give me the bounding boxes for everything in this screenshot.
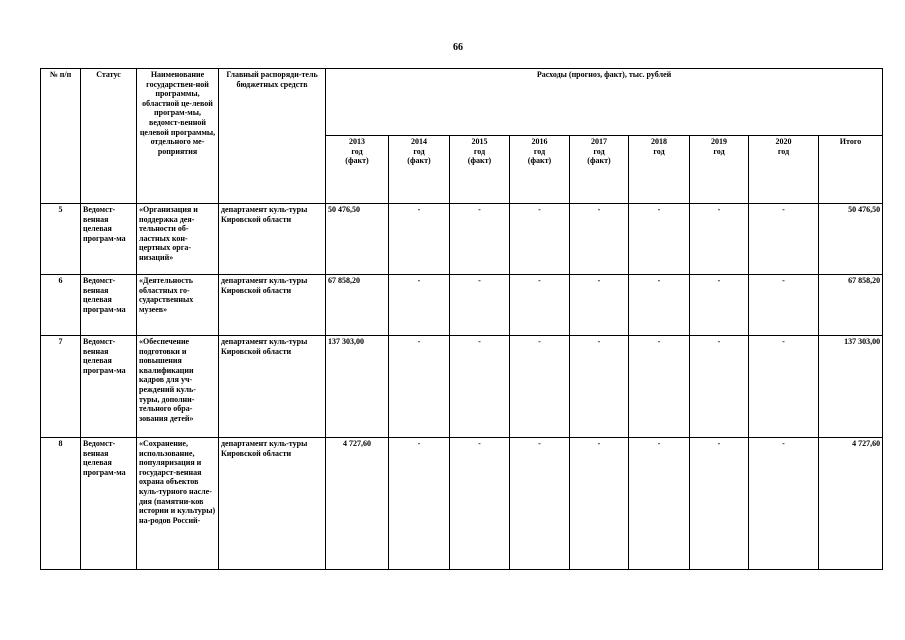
value-2019: - [690,204,749,275]
row-status: Ведомст-венная целевая програм-ма [81,204,137,275]
row-status: Ведомст-венная целевая програм-ма [81,438,137,570]
value-2013: 4 727,60 [326,438,389,570]
value-2017: - [570,438,629,570]
value-2013: 137 303,00 [326,336,389,438]
row-num: 6 [41,275,81,336]
value-total: 50 476,50 [819,204,883,275]
value-total: 4 727,60 [819,438,883,570]
value-2014: - [389,336,450,438]
header-expenses: Расходы (прогноз, факт), тыс. рублей [326,69,883,136]
value-2017: - [570,275,629,336]
value-2013: 67 858,20 [326,275,389,336]
value-2015: - [450,438,510,570]
value-2016: - [510,438,570,570]
row-manager: департамент куль-туры Кировской области [219,438,326,570]
header-num: № п/п [41,69,81,204]
value-2019: - [690,336,749,438]
value-total: 137 303,00 [819,336,883,438]
value-2018: - [629,204,690,275]
header-year-2013: 2013 год (факт) [326,136,389,204]
header-manager: Главный распоряди-тель бюджетных средств [219,69,326,204]
value-2015: - [450,336,510,438]
row-num: 5 [41,204,81,275]
row-num: 7 [41,336,81,438]
header-year-2018: 2018 год [629,136,690,204]
row-name: «Обеспечение подготовки и повышения квалификации кадров для уч-реждений куль-туры, дополни-тельного обра-зования детей» [137,336,219,438]
value-2014: - [389,275,450,336]
table-row [41,438,883,570]
value-2016: - [510,275,570,336]
value-2020: - [749,336,819,438]
value-2018: - [629,336,690,438]
value-2017: - [570,204,629,275]
table-row [41,336,883,438]
value-2018: - [629,275,690,336]
value-2015: - [450,204,510,275]
value-2020: - [749,275,819,336]
header-total: Итого [819,136,883,204]
page-number: 66 [453,42,463,53]
value-2014: - [389,438,450,570]
row-manager: департамент куль-туры Кировской области [219,275,326,336]
value-2017: - [570,336,629,438]
row-status: Ведомст-венная целевая програм-ма [81,275,137,336]
value-2019: - [690,275,749,336]
table-row [41,204,883,275]
header-name: Наименование государствен-ной программы, областной це-левой програм-мы, ведомст-венной целевой программы, отдельного ме-роприятия [137,69,219,204]
row-manager: департамент куль-туры Кировской области [219,204,326,275]
budget-expenses-table [40,68,883,570]
value-2013: 50 476,50 [326,204,389,275]
row-name: «Деятельность областных го-сударственных музеев» [137,275,219,336]
header-status: Статус [81,69,137,204]
value-2014: - [389,204,450,275]
header-year-2015: 2015 год (факт) [450,136,510,204]
value-2016: - [510,336,570,438]
value-total: 67 858,20 [819,275,883,336]
header-year-2016: 2016 год (факт) [510,136,570,204]
value-2019: - [690,438,749,570]
row-status: Ведомст-венная целевая програм-ма [81,336,137,438]
table-row [41,275,883,336]
header-year-2014: 2014 год (факт) [389,136,450,204]
row-num: 8 [41,438,81,570]
value-2018: - [629,438,690,570]
value-2020: - [749,438,819,570]
row-manager: департамент куль-туры Кировской области [219,336,326,438]
value-2016: - [510,204,570,275]
value-2020: - [749,204,819,275]
value-2015: - [450,275,510,336]
row-name: «Сохранение, использование, популяризация и государст-венная охрана объектов куль-турного насле-дия (памятни-ков истории и культуры) на-родов Россий- [137,438,219,570]
header-year-2019: 2019 год [690,136,749,204]
header-year-2020: 2020 год [749,136,819,204]
header-year-2017: 2017 год (факт) [570,136,629,204]
row-name: «Организация и поддержка дея-тельности об-ластных кон-цертных орга-низаций» [137,204,219,275]
